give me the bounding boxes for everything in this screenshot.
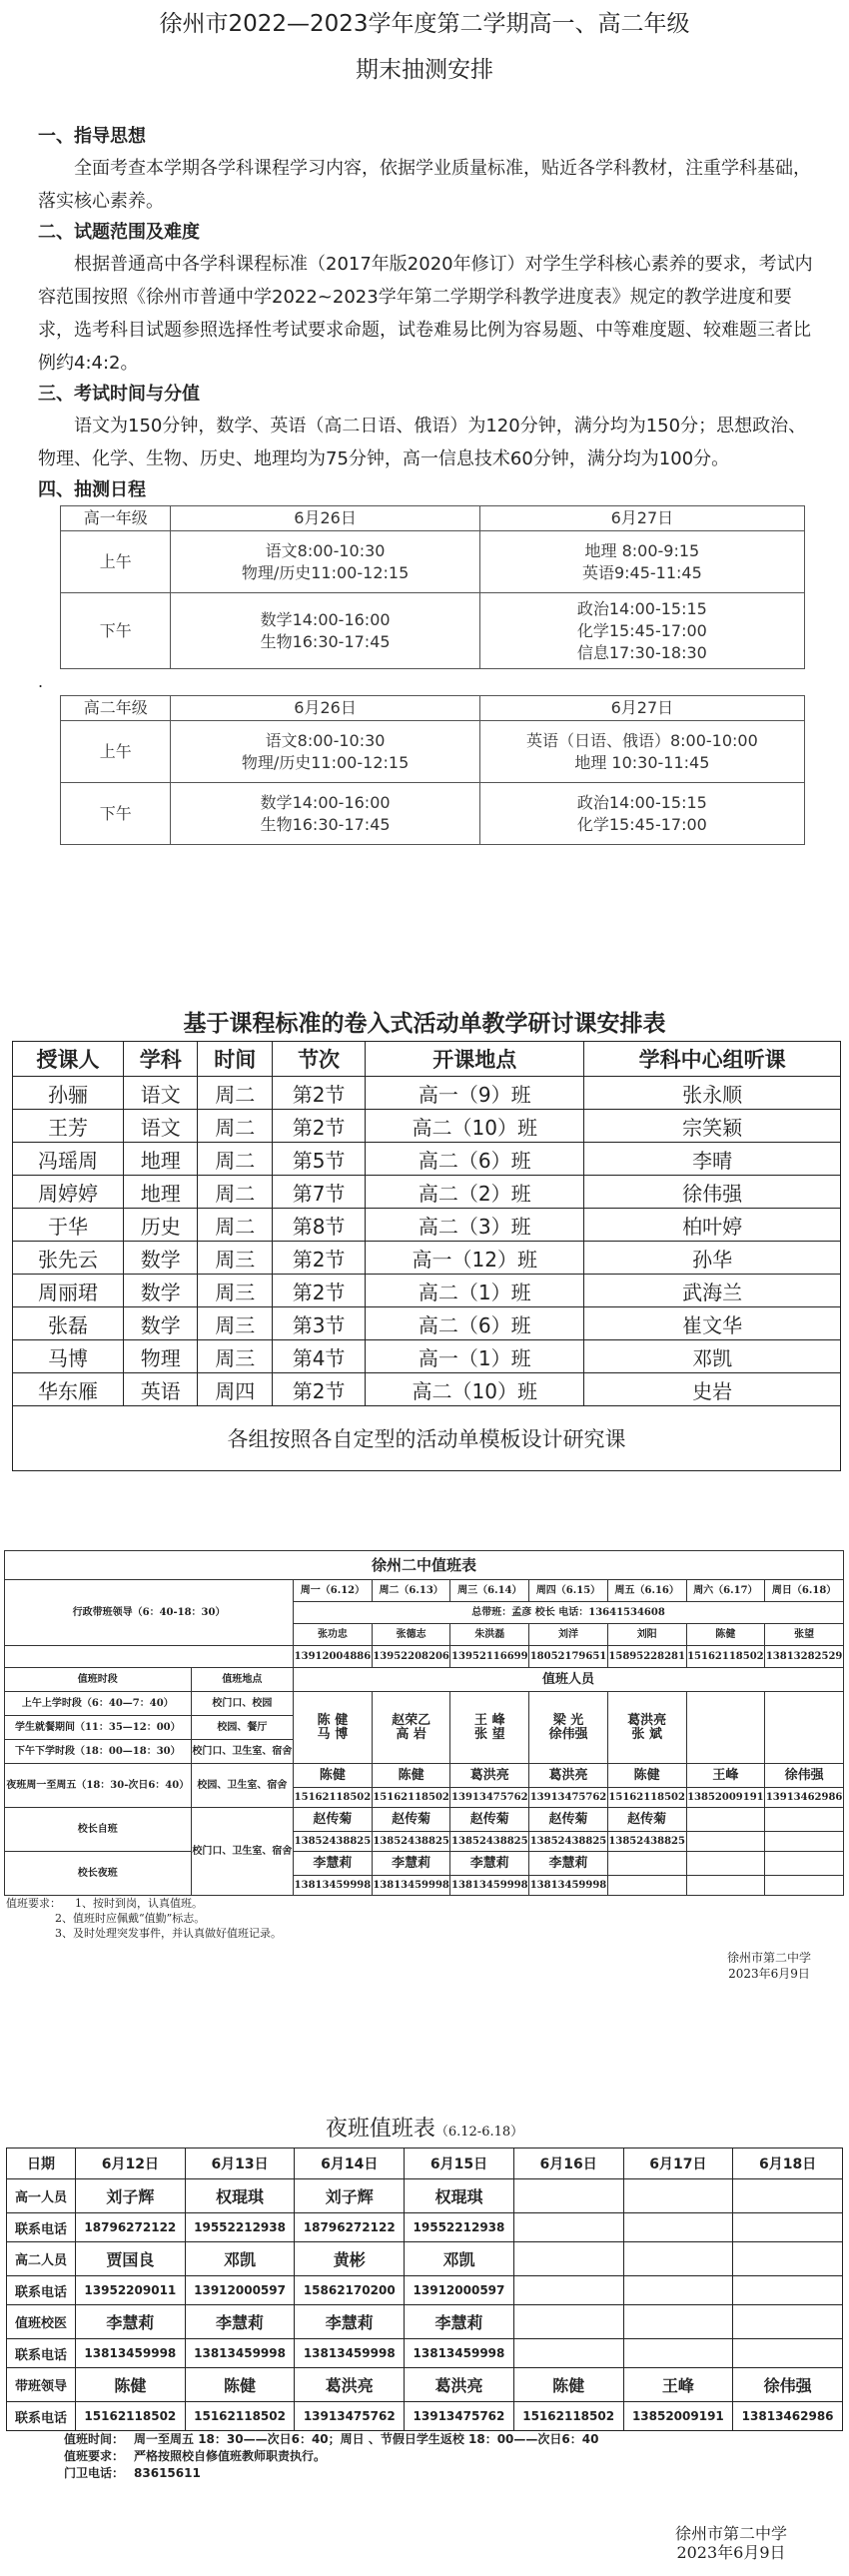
research-cell: 柏叶婷 [584,1209,841,1242]
yb-name: 李慧莉 [294,1852,373,1876]
research-row [13,1143,841,1176]
night-duty-phone: 15162118502 [294,1788,373,1808]
night-phone: 13912000597 [185,2276,295,2305]
research-table [12,1041,841,1471]
leader-phone: 15162118502 [686,1646,765,1668]
research-cell: 高一（12）班 [366,1242,584,1275]
duty-title: 徐州二中值班表 [5,1551,844,1580]
research-cell: 孙骊 [13,1077,124,1110]
day-staff: 王 峰 张 望 [450,1692,529,1764]
research-cell: 第8节 [273,1209,366,1242]
research-cell: 地理 [123,1176,198,1209]
duty-place: 校门口、校园 [191,1692,294,1716]
duty-day-header: 周三（6.14） [450,1580,529,1602]
night-table [6,2147,843,2431]
night-row-label: 联系电话 [7,2276,76,2305]
night-name [513,2179,623,2213]
night-name: 刘子辉 [295,2179,405,2213]
notice-title-line2: 期末抽测安排 [356,57,493,83]
night-row-label: 带班领导 [7,2368,76,2402]
footer-line [64,2431,849,2448]
research-header-cell: 学科 [123,1042,198,1077]
zb-name: 赵传菊 [372,1808,450,1832]
night-phone [513,2276,623,2305]
night-duty-name: 陈健 [607,1764,686,1788]
duty-sign-org: 徐州市第二中学 [726,1951,811,1965]
section-heading: 二、试题范围及难度 [38,222,200,243]
research-cell: 英语 [123,1373,198,1406]
duty-period: 校长夜班 [5,1852,192,1896]
empty-cell [607,1852,686,1876]
research-cell: 高一（1）班 [366,1340,584,1373]
schedule-header-cell: 高一年级 [61,506,171,531]
zb-phone: 13852438825 [372,1832,450,1852]
night-row-label: 高一人员 [7,2179,76,2213]
research-row [13,1275,841,1307]
duty-period: 夜班周一至周五（18：30-次日6：40） [5,1764,192,1808]
night-date-header: 6月13日 [185,2148,295,2179]
night-date-header: 6月15日 [405,2148,514,2179]
night-name: 李慧莉 [405,2305,514,2339]
period-header: 值班时段 [5,1668,192,1692]
notice-body [38,122,813,845]
leader-phone: 15895228281 [607,1646,686,1668]
night-phone: 13913475762 [405,2402,514,2431]
section-heading: 三、考试时间与分值 [38,384,200,405]
night-phone: 13813459998 [295,2339,405,2368]
duty-day-header: 周四（6.15） [529,1580,608,1602]
duty-period: 学生就餐期间（11：35—12：00） [5,1716,192,1740]
night-duty-name: 陈健 [372,1764,450,1788]
duty-signature [727,1950,811,1982]
night-name: 葛洪亮 [295,2368,405,2402]
research-cell: 徐伟强 [584,1176,841,1209]
notice-title [0,2,849,92]
research-cell: 史岩 [584,1373,841,1406]
section-paragraph: 全面考查本学期各学科课程学习内容，依据学业质量标准，贴近各学科教材，注重学科基础，落实核心素养。 [38,158,811,212]
research-cell: 高二（1）班 [366,1275,584,1307]
schedule-period-cell: 下午 [61,783,171,845]
research-title: 基于课程标准的卷入式活动单教学研讨课安排表 [183,1011,666,1037]
empty-cell [686,1692,765,1764]
night-sign-date: 2023年6月9日 [676,2543,786,2562]
night-duty-phone: 13913475762 [529,1788,608,1808]
night-duty-name: 徐伟强 [765,1764,844,1788]
duty-table [4,1550,844,1896]
research-cell: 高二（10）班 [366,1110,584,1143]
night-phone [733,2339,843,2368]
empty-cell [686,1852,765,1876]
zb-phone: 13852438825 [294,1832,373,1852]
night-phone: 13912000597 [405,2276,514,2305]
day-staff: 赵荣乙 高 岩 [372,1692,450,1764]
grade2-schedule-table [60,695,805,845]
night-name [733,2242,843,2276]
schedule-header-cell: 6月26日 [171,506,479,531]
night-name: 权琨琪 [405,2179,514,2213]
night-duty-phone: 15162118502 [607,1788,686,1808]
leader-phone: 18052179651 [529,1646,608,1668]
schedule-day1-cell: 语文8:00-10:30 物理/历史11:00-12:15 [171,721,479,783]
yb-phone: 13813459998 [529,1876,608,1896]
night-date-header: 6月14日 [295,2148,405,2179]
footer-value: 严格按照校自修值班教师职责执行。 [134,2449,327,2463]
research-row [13,1340,841,1373]
zb-name: 赵传菊 [529,1808,608,1832]
research-cell: 王芳 [13,1110,124,1143]
research-cell: 周二 [198,1110,273,1143]
duty-day-header: 周六（6.17） [686,1580,765,1602]
research-cell: 于华 [13,1209,124,1242]
night-name: 陈健 [76,2368,186,2402]
night-name: 陈健 [513,2368,623,2402]
date-label: 日期 [7,2148,76,2179]
research-cell: 语文 [123,1110,198,1143]
research-header-cell: 开课地点 [366,1042,584,1077]
research-header-cell: 授课人 [13,1042,124,1077]
night-phone: 13813459998 [185,2339,295,2368]
research-cell: 第2节 [273,1373,366,1406]
footer-value: 83615611 [134,2466,201,2480]
leader-name: 刘洋 [529,1624,608,1646]
night-name: 李慧莉 [76,2305,186,2339]
night-duty-phone: 13852009191 [686,1788,765,1808]
schedule-header-cell: 6月26日 [171,696,479,721]
schedule-day2-cell: 地理 8:00-9:15 英语9:45-11:45 [479,531,804,593]
research-row [13,1176,841,1209]
night-phone: 19552212938 [185,2213,295,2242]
night-name: 李慧莉 [185,2305,295,2339]
research-cell: 语文 [123,1077,198,1110]
research-cell: 周二 [198,1143,273,1176]
schedule-period-cell: 上午 [61,531,171,593]
research-cell: 第3节 [273,1307,366,1340]
schedule-day2-cell: 英语（日语、俄语）8:00-10:00 地理 10:30-11:45 [479,721,804,783]
night-name [623,2179,733,2213]
research-cell: 周丽珺 [13,1275,124,1307]
leader-phone: 13912004886 [294,1646,373,1668]
duty-period: 上午上学时段（6：40—7：40） [5,1692,192,1716]
night-duty-name: 王峰 [686,1764,765,1788]
research-cell: 华东雁 [13,1373,124,1406]
night-name: 陈健 [185,2368,295,2402]
night-date-header: 6月12日 [76,2148,186,2179]
research-cell: 崔文华 [584,1307,841,1340]
schedule-header-cell: 高二年级 [61,696,171,721]
schedule-day1-cell: 数学14:00-16:00 生物16:30-17:45 [171,783,479,845]
section-paragraph: 根据普通高中各学科课程标准（2017年版2020年修订）对学生学科核心素养的要求，考试内容范围按照《徐州市普通中学2022~2023学年第二学期学科教学进度表》规定的教学进度和要求，选考科目试题参照选择性考试要求命题，试卷难易比例为容易题、中等难度题、较难题三者比例约4:4:2。 [38,254,813,374]
zb-name: 赵传菊 [294,1808,373,1832]
night-name [733,2179,843,2213]
schedule-header-cell: 6月27日 [479,696,804,721]
night-name: 黄彬 [295,2242,405,2276]
night-name [623,2242,733,2276]
night-row-label: 高二人员 [7,2242,76,2276]
research-cell: 高二（6）班 [366,1143,584,1176]
leader-name: 张望 [765,1624,844,1646]
night-date-header: 6月17日 [623,2148,733,2179]
night-name: 王峰 [623,2368,733,2402]
night-phone: 15162118502 [76,2402,186,2431]
night-phone: 15862170200 [295,2276,405,2305]
research-header-cell: 时间 [198,1042,273,1077]
place-header: 值班地点 [191,1668,294,1692]
night-name: 刘子辉 [76,2179,186,2213]
research-row [13,1242,841,1275]
night-name: 贾国良 [76,2242,186,2276]
section-heading: 一、指导思想 [38,126,146,147]
duty-day-header: 周五（6.16） [607,1580,686,1602]
night-name: 李慧莉 [295,2305,405,2339]
research-cell: 第7节 [273,1176,366,1209]
night-name: 徐伟强 [733,2368,843,2402]
schedule-heading: 四、抽测日程 [38,479,146,500]
night-name [513,2242,623,2276]
night-duty-name: 葛洪亮 [529,1764,608,1788]
night-row-label: 值班校医 [7,2305,76,2339]
night-phone: 13952209011 [76,2276,186,2305]
night-row-label: 联系电话 [7,2339,76,2368]
duty-place: 校门口、卫生室、宿舍 [191,1740,294,1764]
research-header-cell: 学科中心组听课 [584,1042,841,1077]
night-name: 邓凯 [185,2242,295,2276]
night-phone: 19552212938 [405,2213,514,2242]
research-cell: 历史 [123,1209,198,1242]
duty-requirements: 值班要求： 1、按时到岗，认真值班。 2、值班时应佩戴“值勤”标志。 3、及时处理突发事件，并认真做好值班记录。 [6,1897,282,1940]
research-cell: 武海兰 [584,1275,841,1307]
day-staff: 陈 健 马 博 [294,1692,373,1764]
schedule-header-cell: 6月27日 [479,506,804,531]
research-cell: 高一（9）班 [366,1077,584,1110]
night-phone: 15162118502 [185,2402,295,2431]
night-phone [733,2213,843,2242]
research-cell: 周二 [198,1209,273,1242]
research-cell: 第5节 [273,1143,366,1176]
night-name: 邓凯 [405,2242,514,2276]
research-note: 各组按照各自定型的活动单模板设计研究课 [13,1406,841,1471]
night-phone: 15162118502 [513,2402,623,2431]
research-header-cell: 节次 [273,1042,366,1077]
night-phone: 13813459998 [405,2339,514,2368]
night-phone [733,2276,843,2305]
leader-name: 张德志 [372,1624,450,1646]
night-duty [0,2115,849,2576]
empty-cell [686,1876,765,1896]
yb-name: 李慧莉 [372,1852,450,1876]
research-cell: 第2节 [273,1110,366,1143]
night-row-label: 联系电话 [7,2213,76,2242]
night-title [0,2115,849,2147]
notice-title-line1: 徐州市2022—2023学年度第二学期高一、高二年级 [159,11,690,37]
research-cell: 张磊 [13,1307,124,1340]
leader-phone: 13813282529 [765,1646,844,1668]
night-name [733,2305,843,2339]
empty-cell [686,1832,765,1852]
empty-cell [765,1876,844,1896]
night-name: 葛洪亮 [405,2368,514,2402]
night-phone [513,2339,623,2368]
duty-place: 校门口、卫生室、宿舍 [191,1808,294,1896]
duty-roster [0,1550,849,2020]
footer-line [64,2465,849,2482]
research-cell: 第2节 [273,1242,366,1275]
yb-phone: 13813459998 [372,1876,450,1896]
footer-line [64,2448,849,2465]
footer-value: 周一至周五 18：30——次日6：40；周日 、节假日学生返校 18：00——次日6：40 [134,2432,599,2446]
night-name [623,2305,733,2339]
research-cell: 周三 [198,1275,273,1307]
separator-dot: . [38,672,44,691]
night-date-header: 6月16日 [513,2148,623,2179]
research-cell: 数学 [123,1275,198,1307]
duty-place: 校园、卫生室、宿舍 [191,1764,294,1808]
research-cell: 第2节 [273,1077,366,1110]
night-phone: 13813459998 [76,2339,186,2368]
research-cell: 周二 [198,1176,273,1209]
day-staff: 梁 光 徐伟强 [529,1692,608,1764]
night-phone: 13852009191 [623,2402,733,2431]
night-phone: 13813462986 [733,2402,843,2431]
yb-name: 李慧莉 [529,1852,608,1876]
leader-name: 刘阳 [607,1624,686,1646]
night-duty-phone: 13913475762 [450,1788,529,1808]
footer-key: 值班时间： [64,2432,125,2446]
night-title-main: 夜班值班表 [325,2117,435,2142]
leader-name: 朱洪磊 [450,1624,529,1646]
leader-phone: 13952208206 [372,1646,450,1668]
research-row [13,1307,841,1340]
night-phone: 18796272122 [295,2213,405,2242]
exam-notice [0,0,849,949]
research-cell: 周三 [198,1307,273,1340]
leader-name: 张功忠 [294,1624,373,1646]
schedule-period-cell: 下午 [61,593,171,669]
schedule-period-cell: 上午 [61,721,171,783]
research-cell: 高二（3）班 [366,1209,584,1242]
zb-phone: 13852438825 [450,1832,529,1852]
empty-cell [765,1808,844,1832]
research-cell: 周四 [198,1373,273,1406]
night-name: 权琨琪 [185,2179,295,2213]
footer-key: 门卫电话： [64,2466,125,2480]
research-cell: 周三 [198,1340,273,1373]
research-cell: 第4节 [273,1340,366,1373]
research-cell: 邓凯 [584,1340,841,1373]
research-cell: 马博 [13,1340,124,1373]
research-cell: 李晴 [584,1143,841,1176]
section-paragraph: 语文为150分钟，数学、英语（高二日语、俄语）为120分钟，满分均为150分；思想政治、物理、化学、生物、历史、地理均为75分钟，高一信息技术60分钟，满分均为100分。 [38,416,807,469]
night-footer [64,2431,849,2482]
research-cell: 周三 [198,1242,273,1275]
night-phone [623,2213,733,2242]
duty-period: 校长自班 [5,1808,192,1852]
night-phone: 18796272122 [76,2213,186,2242]
duty-day-header: 周日（6.18） [765,1580,844,1602]
night-phone: 13913475762 [295,2402,405,2431]
research-cell: 周婷婷 [13,1176,124,1209]
night-duty-phone: 13913462986 [765,1788,844,1808]
research-cell: 高二（2）班 [366,1176,584,1209]
night-duty-phone: 15162118502 [372,1788,450,1808]
yb-name: 李慧莉 [450,1852,529,1876]
day-staff: 葛洪亮 张 斌 [607,1692,686,1764]
general-leader: 总带班：孟彦 校长 电话：13641534608 [294,1602,844,1624]
night-phone [513,2213,623,2242]
night-signature [675,2524,787,2562]
zb-name: 赵传菊 [450,1808,529,1832]
research-cell: 物理 [123,1340,198,1373]
schedule-day2-cell: 政治14:00-15:15 化学15:45-17:00 [479,783,804,845]
night-phone [623,2339,733,2368]
research-row [13,1209,841,1242]
duty-period: 下午下学时段（18：00—18：30） [5,1740,192,1764]
research-cell: 地理 [123,1143,198,1176]
staff-header: 值班人员 [294,1668,844,1692]
yb-phone: 13813459998 [450,1876,529,1896]
research-cell: 第2节 [273,1275,366,1307]
leader-name: 陈健 [686,1624,765,1646]
duty-day-header: 周二（6.13） [372,1580,450,1602]
research-cell: 张先云 [13,1242,124,1275]
duty-place: 校园、餐厅 [191,1716,294,1740]
leader-phone: 13952116699 [450,1646,529,1668]
empty-cell [686,1808,765,1832]
research-cell: 周二 [198,1077,273,1110]
empty-cell [765,1692,844,1764]
research-cell: 数学 [123,1242,198,1275]
night-title-range: （6.12-6.18） [434,2125,524,2140]
night-sign-org: 徐州市第二中学 [674,2524,787,2543]
night-duty-name: 葛洪亮 [450,1764,529,1788]
empty-cell [607,1876,686,1896]
night-name [513,2305,623,2339]
leader-label: 行政带班领导（6：40-18：30） [5,1580,294,1646]
duty-sign-date: 2023年6月9日 [728,1967,810,1981]
night-date-header: 6月18日 [733,2148,843,2179]
research-row [13,1110,841,1143]
research-cell: 数学 [123,1307,198,1340]
duty-day-header: 周一（6.12） [294,1580,373,1602]
research-cell: 高二（6）班 [366,1307,584,1340]
research-cell: 冯瑶周 [13,1143,124,1176]
yb-phone: 13813459998 [294,1876,373,1896]
zb-phone: 13852438825 [607,1832,686,1852]
research-cell: 张永顺 [584,1077,841,1110]
grade1-schedule-table [60,505,805,669]
research-cell: 孙华 [584,1242,841,1275]
zb-phone: 13852438825 [529,1832,608,1852]
research-cell: 高二（10）班 [366,1373,584,1406]
schedule-day1-cell: 数学14:00-16:00 生物16:30-17:45 [171,593,479,669]
empty-cell [765,1852,844,1876]
empty-cell [5,1646,294,1668]
footer-key: 值班要求： [64,2449,125,2463]
night-row-label: 联系电话 [7,2402,76,2431]
research-cell: 宗笑颖 [584,1110,841,1143]
night-phone [623,2276,733,2305]
schedule-day2-cell: 政治14:00-15:15 化学15:45-17:00 信息17:30-18:30 [479,593,804,669]
research-row [13,1077,841,1110]
zb-name: 赵传菊 [607,1808,686,1832]
research-schedule [0,999,849,1468]
schedule-day1-cell: 语文8:00-10:30 物理/历史11:00-12:15 [171,531,479,593]
empty-cell [765,1832,844,1852]
night-duty-name: 陈健 [294,1764,373,1788]
research-row [13,1373,841,1406]
